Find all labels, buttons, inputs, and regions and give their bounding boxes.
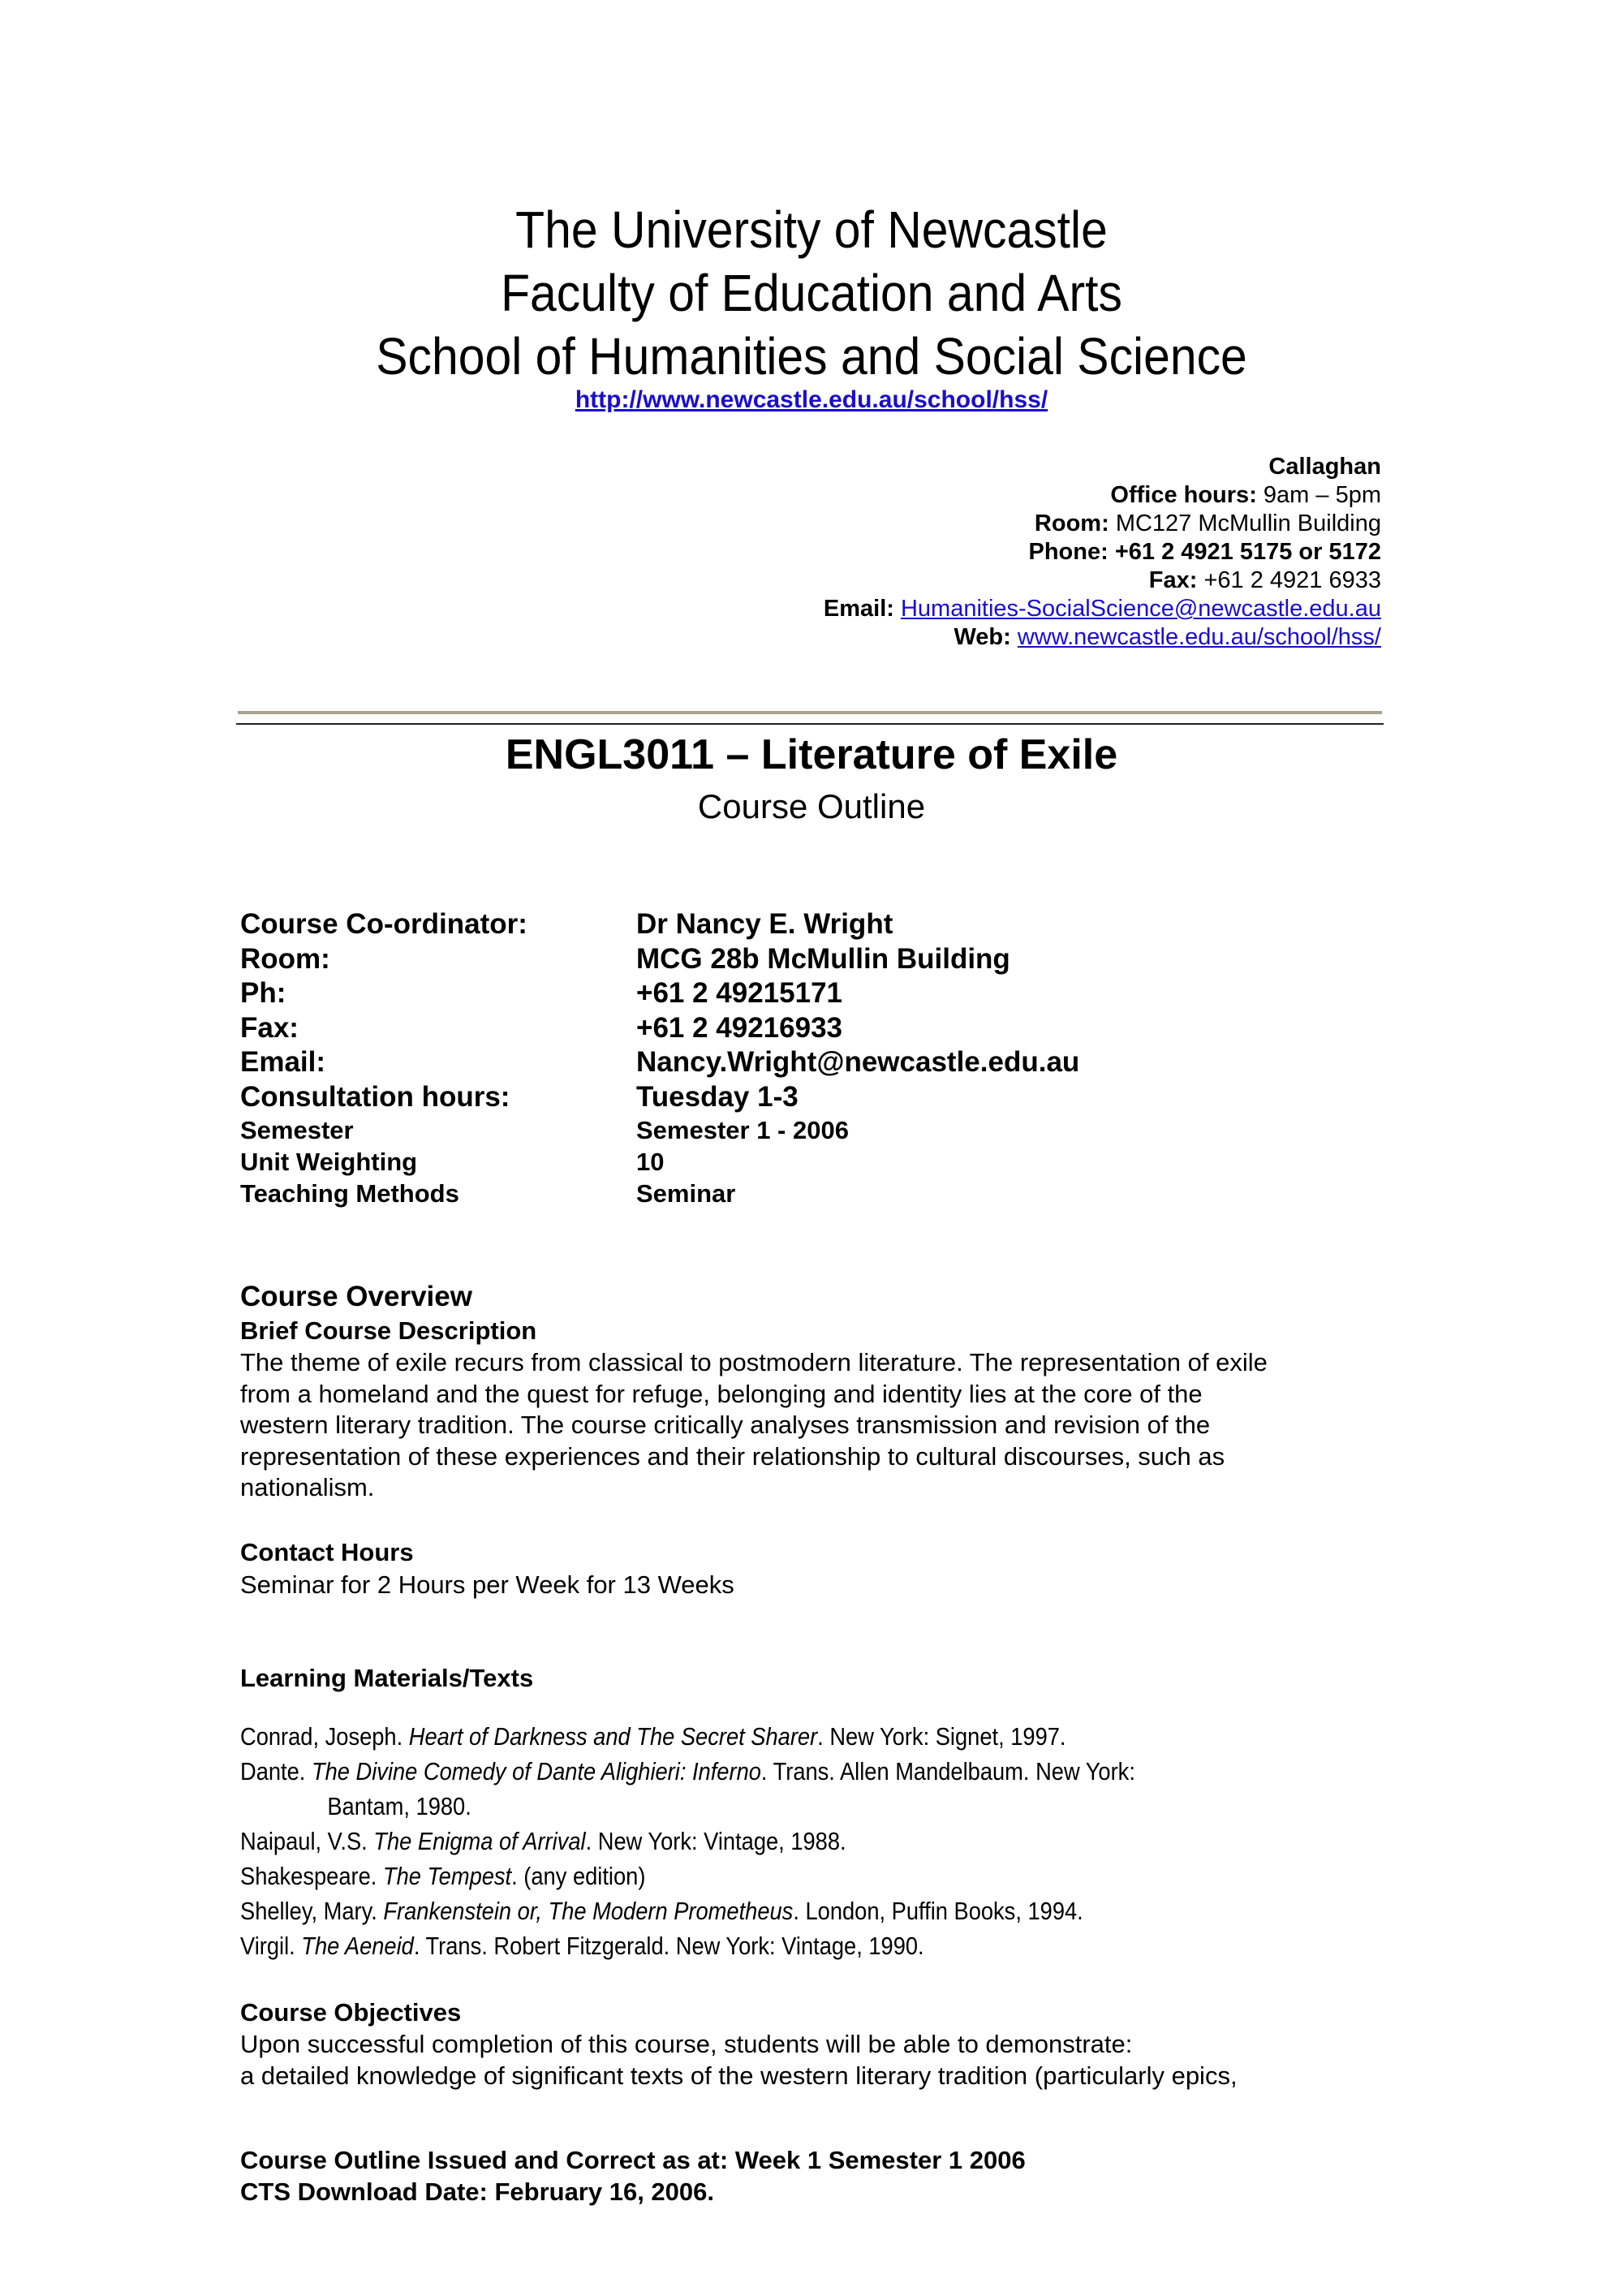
list-item: Virgil. The Aeneid. Trans. Robert Fitzgerald. New York: Vintage, 1990. [240, 1932, 924, 1960]
overview-heading: Course Overview [240, 1281, 472, 1312]
course-subtitle: Course Outline [697, 787, 926, 825]
list-item: Naipaul, V.S. The Enigma of Arrival. New York: Vintage, 1988. [240, 1827, 846, 1855]
university-name: The University of Newcastle [515, 200, 1108, 259]
info-row: Fax: +61 2 49216933 [240, 1011, 843, 1044]
issued-date: Course Outline Issued and Correct as at: Week 1 Semester 1 2006 [240, 2146, 1026, 2174]
school-name: School of Humanities and Social Science [376, 327, 1247, 386]
contact-hours-heading: Contact Hours [240, 1538, 414, 1566]
school-url-link[interactable]: http://www.newcastle.edu.au/school/hss/ [575, 386, 1048, 413]
course-info-table [240, 907, 1079, 1209]
info-row: Course Co-ordinator: Dr Nancy E. Wright [240, 908, 893, 940]
materials-list [240, 1719, 1383, 1963]
email-link[interactable]: Humanities-SocialScience@newcastle.edu.au [900, 596, 1381, 622]
list-item: Shakespeare. The Tempest. (any edition) [240, 1862, 646, 1890]
office-email: Email: Humanities-SocialScience@newcastle.edu.au [823, 596, 1381, 622]
office-hours: Office hours: 9am – 5pm [1110, 482, 1381, 508]
list-item: Conrad, Joseph. Heart of Darkness and The Secret Sharer. New York: Signet, 1997. [240, 1722, 1066, 1751]
info-row: Email: Nancy.Wright@newcastle.edu.au [240, 1046, 1080, 1078]
objectives-heading: Course Objectives [240, 1998, 462, 2027]
info-row: Semester Semester 1 - 2006 [240, 1116, 849, 1144]
divider-bottom [236, 723, 1384, 725]
info-row: Ph: +61 2 49215171 [240, 977, 843, 1009]
web-link[interactable]: www.newcastle.edu.au/school/hss/ [1017, 624, 1381, 650]
list-item: Dante. The Divine Comedy of Dante Alighieri: Inferno. Trans. Allen Mandelbaum. New York: [240, 1757, 1135, 1786]
download-date: CTS Download Date: February 16, 2006. [240, 2178, 715, 2206]
info-row: Teaching Methods Seminar [240, 1179, 736, 1208]
info-row: Consultation hours: Tuesday 1-3 [240, 1080, 799, 1113]
info-row: Room: MCG 28b McMullin Building [240, 942, 1010, 975]
materials-heading: Learning Materials/Texts [240, 1664, 534, 1692]
divider-top [238, 711, 1382, 714]
faculty-name: Faculty of Education and Arts [501, 264, 1122, 322]
list-item-continuation: Bantam, 1980. [327, 1792, 471, 1820]
campus: Callaghan [1268, 454, 1381, 480]
course-title: ENGL3011 – Literature of Exile [505, 731, 1118, 778]
info-row: Unit Weighting 10 [240, 1148, 665, 1176]
contact-block [824, 453, 1381, 652]
description-heading: Brief Course Description [240, 1316, 537, 1345]
list-item: Shelley, Mary. Frankenstein or, The Modern Prometheus. London, Puffin Books, 1994. [240, 1897, 1083, 1925]
office-phone: Phone: +61 2 4921 5175 or 5172 [1028, 539, 1381, 565]
office-web: Web: www.newcastle.edu.au/school/hss/ [954, 624, 1381, 650]
office-room: Room: MC127 McMullin Building [1034, 510, 1381, 536]
office-fax: Fax: +61 2 4921 6933 [1148, 567, 1381, 593]
contact-hours-text: Seminar for 2 Hours per Week for 13 Weeks [240, 1570, 734, 1599]
course-description: The theme of exile recurs from classical to postmodern literature. The representation of exile from a homeland and the quest for refuge, belonging and identity lies at the core of the western literary tradition. The course critically analyses transmission and revision of the representation of these experiences and their relationship to cultural discourses, such as nationalism. [240, 1348, 1268, 1501]
objectives-text: Upon successful completion of this course, students will be able to demonstrate: a detailed knowledge of significant texts of the western literary tradition (particularly epics, [240, 2030, 1238, 2090]
